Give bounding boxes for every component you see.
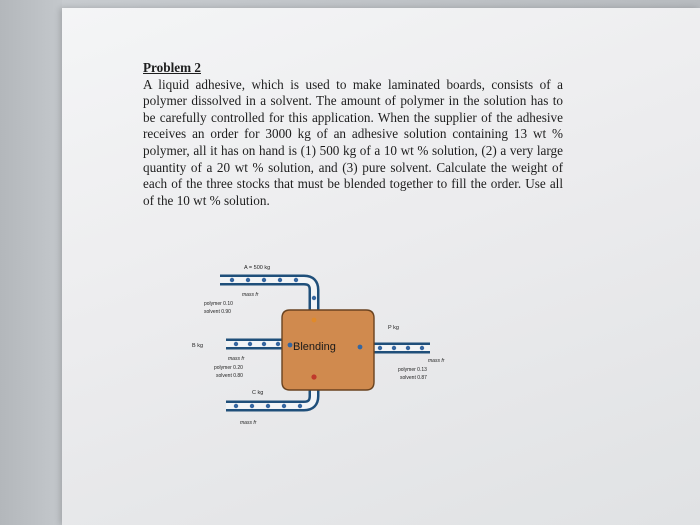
stream-a-mass-fr: mass fr <box>242 292 259 298</box>
background-edge <box>0 0 62 525</box>
stream-p-mass-fr: mass fr <box>428 358 445 364</box>
stream-c-mass-fr: mass fr <box>240 420 257 426</box>
stream-p-solvent: solvent 0.87 <box>400 375 427 381</box>
stream-b-polymer: polymer 0.20 <box>214 365 243 371</box>
problem-statement: A liquid adhesive, which is used to make laminated boards, consists of a polymer dissolved in a solvent. The amount of polymer in the solution has to be carefully controlled for this application. When the supplier of the adhesive receives an order for 3000 kg of an adhesive solution containing 13 wt % polymer, all it has on hand is (1) 500 kg of a 10 wt % solution, (2) a very large quantity of a 20 wt % solution, and (3) pure solvent. Calculate the weight of each of the three stocks that must be blended together to fill the order. Use all of the 10 wt % solution. <box>143 76 563 208</box>
stream-a-solvent: solvent 0.90 <box>204 309 231 315</box>
stream-a-polymer: polymer 0.10 <box>204 301 233 307</box>
blending-label: Blending <box>293 341 336 353</box>
problem-title: Problem 2 <box>143 60 201 75</box>
stream-a-label: A = 500 kg <box>244 265 271 271</box>
stream-b-solvent: solvent 0.80 <box>216 373 243 379</box>
stream-b-mass-fr: mass fr <box>228 356 245 362</box>
stream-c-label: C kg <box>252 390 264 396</box>
problem-text-block <box>143 60 563 209</box>
stream-p-polymer: polymer 0.13 <box>398 367 427 373</box>
blending-process-diagram <box>190 256 490 436</box>
stream-b-pipe <box>226 342 288 346</box>
stream-b-label: B kg <box>192 343 204 349</box>
stream-p-label: P kg <box>388 325 399 331</box>
blending-tank <box>282 310 374 390</box>
stream-p-pipe <box>370 346 430 350</box>
